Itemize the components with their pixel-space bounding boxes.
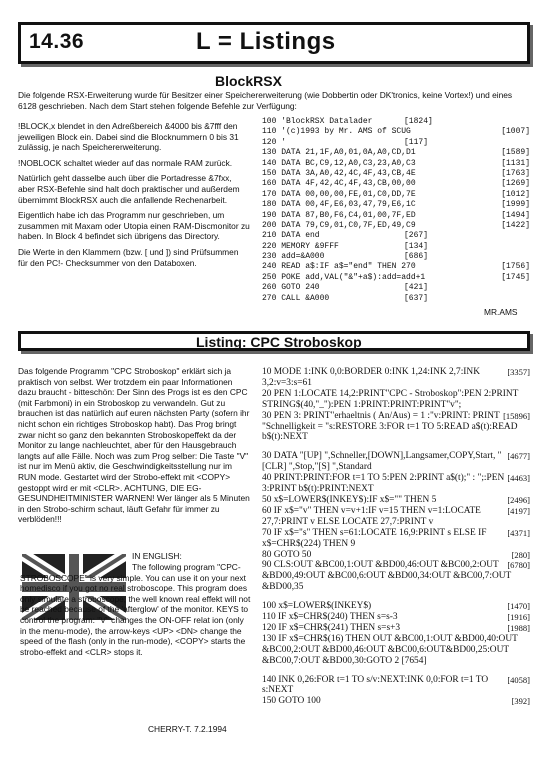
checksum: [1012] xyxy=(501,189,530,199)
english-heading: IN ENGLISH: xyxy=(132,551,182,561)
checksum: [1470] xyxy=(507,601,530,612)
code-text: 230 add=&A000 xyxy=(262,252,325,262)
code-text: 210 DATA end xyxy=(262,231,320,241)
blockrsx-intro: Die folgende RSX-Erweiterung wurde für Besitzer einer Speichererweiterung (wie Dobbertin oder DK'tronics, keine Vortex!) und eines 6128 geschrieben. Nach dem Start stehen folgende Befehle zur Verfügung: xyxy=(18,90,513,111)
code-line xyxy=(262,560,530,593)
code-line xyxy=(262,601,530,612)
checksum: [4197] xyxy=(507,505,530,516)
code-text: 140 INK 0,26:FOR t=1 TO s/v:NEXT:INK 0,0:FOR t=1 TO s:NEXT xyxy=(262,674,489,696)
section-title: L = Listings xyxy=(196,28,336,55)
checksum: [4677] xyxy=(507,451,530,462)
code-text: 260 GOTO 240 xyxy=(262,283,320,293)
code-text: 70 IF x$="s" THEN s=61:LOCATE 16,9:PRINT s ELSE IF x$=CHR$(224) THEN 9 xyxy=(262,527,487,549)
code-line xyxy=(262,190,530,200)
code-gap xyxy=(262,667,530,675)
section-header-box xyxy=(18,22,530,64)
code-text: 10 MODE 1:INK 0,0:BORDER 0:INK 1,24:INK 2,7:INK 3,2:v=3:s=61 xyxy=(262,367,480,388)
checksum: [280] xyxy=(511,549,530,560)
code-line xyxy=(262,367,530,389)
blockrsx-paragraph: !BLOCK,x blendet in den Adreßbereich &4000 bis &7fff den jeweiligen Block ein. Dabei sind die Blocknummern 0 bis 31 zulässig, je nach Speichererweiterung. xyxy=(18,121,239,153)
code-line xyxy=(262,283,530,293)
checksum: [1494] xyxy=(501,210,530,220)
stroboskop-signature: CHERRY-T. 7.2.1994 xyxy=(148,724,227,734)
code-line xyxy=(262,138,530,148)
code-line xyxy=(262,169,530,179)
checksum: [4058] xyxy=(507,674,530,685)
checksum: [1131] xyxy=(501,158,530,168)
code-line xyxy=(262,221,530,231)
blockrsx-title: BlockRSX xyxy=(215,73,282,89)
code-line xyxy=(262,411,530,444)
code-line xyxy=(262,495,530,506)
stroboskop-listing xyxy=(262,367,530,707)
code-gap xyxy=(262,593,530,601)
checksum: [1999] xyxy=(501,200,530,210)
blockrsx-paragraph: Die Werte in den Klammern (bzw. [ und ]) sind Prüfsummen für den PC!- Checksummer von den Databoxen. xyxy=(18,246,239,268)
code-text: 60 IF x$="v" THEN v=v+1:IF v=15 THEN v=1:LOCATE 27,7:PRINT v ELSE LOCATE 27,7:PRINT v xyxy=(262,505,481,527)
checksum: [1824] xyxy=(404,117,433,126)
blockrsx-paragraph: Eigentlich habe ich das Programm nur geschrieben, um zusammen mit Maxam oder Utopia einen RAM-Discmonitor zu haben. In Block 4 befindet sich übrigens das Directory. xyxy=(18,210,250,242)
blockrsx-paragraph: !NOBLOCK schaltet wieder auf das normale RAM zurück. xyxy=(18,157,233,168)
checksum: [1756] xyxy=(501,262,530,272)
code-line xyxy=(262,117,530,127)
checksum: [4463] xyxy=(507,473,530,484)
code-line xyxy=(262,179,530,189)
checksum: [4371] xyxy=(507,527,530,538)
code-text: 20 PEN 1:LOCATE 14,2:PRINT"CPC - Stroboskop":PEN 2:PRINT STRING$(40,"_"):PEN 1:PRINT:PRINT:PRINT"v"; xyxy=(262,388,519,410)
code-line xyxy=(262,148,530,158)
code-text: 150 GOTO 100 xyxy=(262,696,321,707)
stroboskop-title: Listing: CPC Stroboskop xyxy=(196,334,362,350)
code-line xyxy=(262,389,530,411)
code-text: 240 READ a$:IF a$="end" THEN 270 xyxy=(262,262,416,272)
checksum: [1763] xyxy=(501,168,530,178)
checksum: [15896] xyxy=(503,410,530,421)
checksum: [117] xyxy=(404,137,429,147)
code-line xyxy=(262,612,530,623)
checksum: [2496] xyxy=(507,494,530,505)
checksum: [1916] xyxy=(507,612,530,623)
stroboskop-title-bar xyxy=(18,331,530,351)
code-line xyxy=(262,200,530,210)
checksum: [392] xyxy=(511,696,530,707)
code-line xyxy=(262,528,530,550)
code-text: 110 '(c)1993 by Mr. AMS of SCUG xyxy=(262,127,411,137)
checksum: [1988] xyxy=(507,622,530,633)
code-line xyxy=(262,127,530,137)
code-line xyxy=(262,473,530,495)
blockrsx-description xyxy=(18,121,250,273)
code-text: 170 DATA 00,00,00,FE,01,C0,DD,7E xyxy=(262,189,416,199)
code-line xyxy=(262,623,530,634)
blockrsx-listing xyxy=(262,117,530,304)
checksum: [1007] xyxy=(501,127,530,137)
code-text: 160 DATA 4F,42,4C,4F,43,CB,00,00 xyxy=(262,179,416,189)
code-line xyxy=(262,231,530,241)
checksum: [1422] xyxy=(501,220,530,230)
code-line xyxy=(262,675,530,697)
checksum: [421] xyxy=(404,283,429,293)
checksum: [134] xyxy=(404,241,429,251)
code-line xyxy=(262,696,530,707)
checksum: [1589] xyxy=(501,148,530,158)
code-text: 220 MEMORY &9FFF xyxy=(262,241,339,251)
checksum: [686] xyxy=(404,252,429,262)
code-line xyxy=(262,634,530,667)
checksum: [3357] xyxy=(507,367,530,377)
blockrsx-paragraph: Natürlich geht dasselbe auch über die Portadresse &7fxx, aber RSX-Befehle sind halt doch praktischer und außerdem übernimmt BlockRSX auch die anfallende Rechenarbeit. xyxy=(18,173,240,205)
checksum: [1269] xyxy=(501,179,530,189)
code-text: 200 DATA 79,C9,01,C0,7F,ED,49,C9 xyxy=(262,220,416,230)
code-text: 40 PRINT:PRINT:FOR t=1 TO 5:PEN 2:PRINT a$(t);" : ";:PEN 3:PRINT b$(t):PRINT:NEXT xyxy=(262,473,505,495)
code-text: 30 DATA "[UP] ",Schneller,[DOWN],Langsamer,COPY,Start, "[CLR] ",Stop,"[S] ",Standard xyxy=(262,451,502,473)
code-text: 80 GOTO 50 xyxy=(262,549,312,560)
blockrsx-author: MR.AMS xyxy=(484,307,518,317)
checksum: [637] xyxy=(404,293,429,303)
code-line xyxy=(262,252,530,262)
checksum: [1745] xyxy=(501,272,530,282)
code-line xyxy=(262,294,530,304)
code-line xyxy=(262,262,530,272)
code-text: 250 POKE add,VAL("&"+a$):add=add+1 xyxy=(262,272,426,282)
code-text: 110 IF x$=CHR$(240) THEN s=s-3 xyxy=(262,612,398,623)
code-line xyxy=(262,211,530,221)
code-text: 50 x$=LOWER$(INKEY$):IF x$="" THEN 5 xyxy=(262,494,437,505)
code-text: 100 x$=LOWER$(INKEY$) xyxy=(262,601,372,612)
code-text: 270 CALL &A000 xyxy=(262,293,330,303)
section-number: 14.36 xyxy=(29,30,85,53)
stroboskop-german-text: Das folgende Programm "CPC Stroboskop" erklärt sich ja praktisch von selbst. Wer trotzdem ein paar Informationen dazu braucht - bitteschön: Der Sinn des Progs ist es den CPC (mit Farbmoni) in ein Stroboskop zu verwandeln. Gut zu brauchen ist das natürlich auf euren nächsten Party (sofern ihr nicht schon ein richtiges Stroboskop habt). Das Prog bringt zwar nicht so ganz den bekannten Stroboskopeffekt da der Monitor zu lange nachleuchtet, aber für den Hausgebrauch langts auf alle Fälle. Noch was zum Prog selber: Die Taste "V" ist nur im Menü aktiv, die Geschwindigkeitsstellung nur im RUN mode. Gestartet wird der Strobo-effekt mit <COPY> gestoppt wird er mit <CLR>. ACHTUNG, DIE EG-GESUNDHEITMINISTER WARNEN! Wer länger als 5 Minuten in den Strobo-schirm schaut, läuft Gefahr für immer zu verblöden!!! xyxy=(18,366,250,525)
code-text: 130 DATA 21,1F,A0,01,0A,A0,CD,D1 xyxy=(262,148,416,158)
code-text: 120 ' xyxy=(262,137,287,147)
code-line xyxy=(262,273,530,283)
code-line xyxy=(262,451,530,473)
code-text: 150 DATA 3A,A0,42,4C,4F,43,CB,4E xyxy=(262,168,416,178)
stroboskop-english-text: The following program "CPC-STROBOSCOPE" is very simple. You can use it on your next homedisco if you got no real stroboscope. This program does only simulate a stroboscope, the well known real effekt will not be reached because of the 'afterglow' of the monitor. KEYS to control the program: "V" changes the ON-OFF relat ion (only in the menu-mode), the arrow-keys <UP> <DN> change the speed of the flash (only in the run-mode), <COPY> starts the strobo-effekt and <CLR> stops it. xyxy=(20,562,251,657)
code-line xyxy=(262,506,530,528)
checksum: [6780] xyxy=(507,560,530,571)
code-text: 100 'BlockRSX Datalader xyxy=(262,117,373,126)
code-text: 190 DATA 87,B0,F6,C4,01,00,7F,ED xyxy=(262,210,416,220)
code-text: 30 PEN 3: PRINT"erhaeltnis ( An/Aus) = 1 :"v:PRINT: PRINT "Schnelligkeit = "s:RESTORE 3:FOR t=1 TO 5:READ a$(t):READ b$(t):NEXT xyxy=(262,410,518,443)
code-line xyxy=(262,159,530,169)
code-text: 130 IF x$=CHR$(16) THEN OUT &BC00,1:OUT &BD00,40:OUT &BC00,2:OUT &BD00,46:OUT &BC00,6:OUT&BD00,25:OUT &BC00,7:OUT &BD00,30:GOTO 2 [7654] xyxy=(262,633,518,666)
code-gap xyxy=(262,443,530,451)
code-text: 90 CLS:OUT &BC00,1:OUT &BD00,46:OUT &BC00,2:OUT &BD00,49:OUT &BC00,6:OUT &BD00,34:OUT &BC00,7:OUT &BD00,35 xyxy=(262,560,512,593)
code-line xyxy=(262,550,530,561)
code-line xyxy=(262,242,530,252)
code-text: 140 DATA BC,C9,12,A0,C3,23,A0,C3 xyxy=(262,158,416,168)
checksum: [267] xyxy=(404,231,429,241)
code-text: 120 IF x$=CHR$(241) THEN s=s+3 xyxy=(262,622,401,633)
code-text: 180 DATA 00,4F,E6,03,47,79,E6,1C xyxy=(262,200,416,210)
